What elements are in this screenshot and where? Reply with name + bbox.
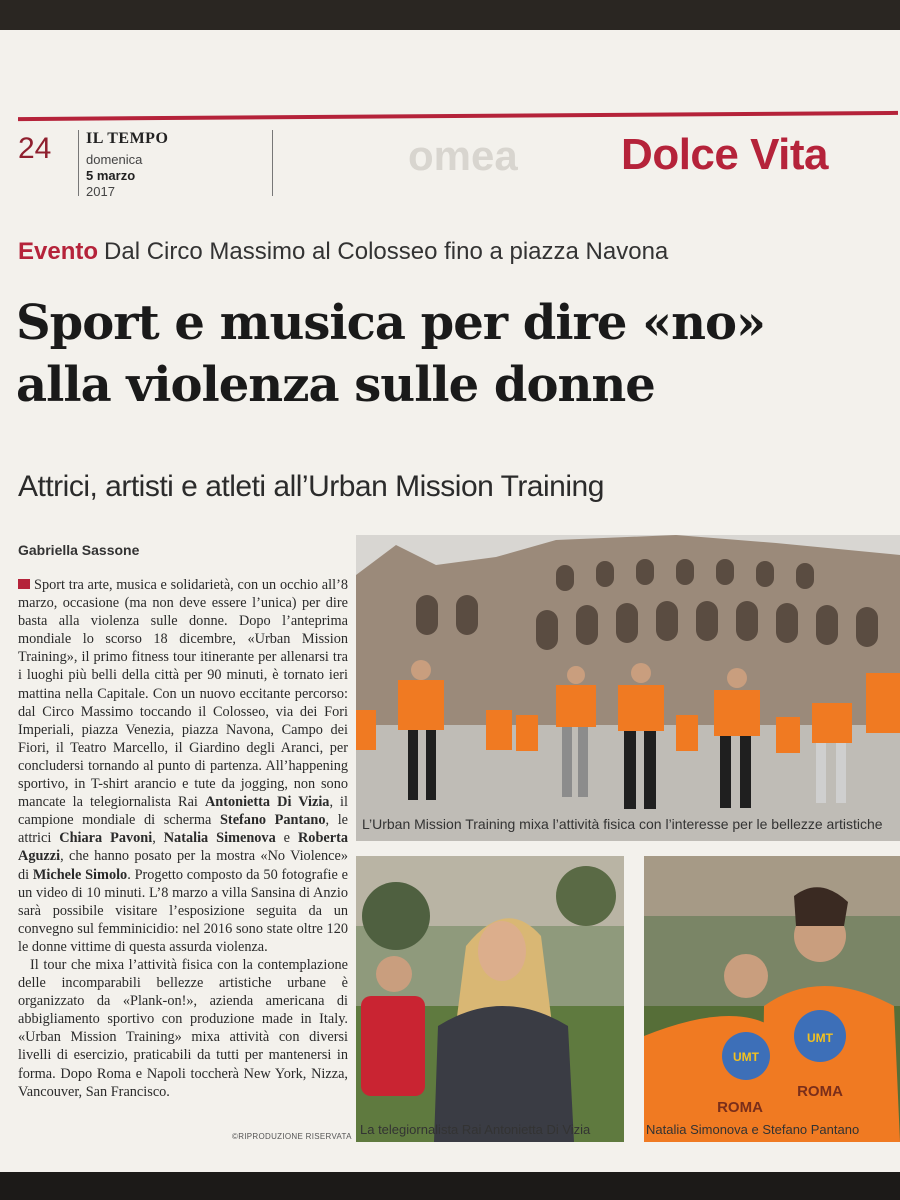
top-rule [18, 111, 898, 121]
reporter-photo-caption: La telegiornalista Rai Antonietta Di Vizia [360, 1122, 591, 1137]
headline [16, 292, 896, 416]
paragraph-marker [18, 579, 30, 589]
article-body [18, 576, 348, 1101]
shirt-logo-text: UMT [807, 1031, 833, 1045]
subheadline: Attrici, artisti e atleti all’Urban Mission Training [18, 470, 604, 503]
byline: Gabriella Sassone [18, 542, 140, 558]
colosseum-group-photo [356, 535, 900, 841]
masthead [18, 130, 898, 200]
date-day: domenica [86, 152, 143, 167]
kicker-tag: Evento [18, 238, 99, 265]
headline-line-1: Sport e musica per dire «no» [16, 295, 765, 351]
newspaper-page [0, 30, 900, 1172]
athletes-photo [644, 856, 900, 1142]
person-name: Stefano Pantano [219, 812, 326, 829]
section-title: Dolce Vita [621, 130, 828, 179]
person-name: Michele Simolo [32, 866, 128, 883]
masthead-divider [78, 130, 79, 196]
person-name: Chiara Pavoni [59, 830, 153, 847]
kicker [18, 238, 668, 266]
person-name: Antonietta Di Vizia [204, 794, 330, 811]
reporter-photo [356, 856, 624, 1142]
bleed-through-text: omea [408, 132, 518, 179]
page-number: 24 [18, 132, 52, 165]
date-day-month: 5 marzo [86, 168, 136, 183]
person-name: Natalia Simenova [163, 830, 276, 847]
athletes-photo-caption: Natalia Simonova e Stefano Pantano [646, 1122, 860, 1137]
paragraph-1: Sport tra arte, musica e solidarietà, con un occhio all’8 marzo, occasione (ma non deve essere l’unica) per dire basta alla violenza sulle donne. Dopo l’anteprima mondiale lo scorso 18 dicembre, «Urban Mission Training», il primo fitness tour itinerante per allenarsi tra i luoghi più belli della città per 90 minuti, è tornato ieri mattina nella Capitale. Con un nuovo eccitante percorso: dal Circo Massimo toccando il Colosseo, via dei Fori Imperiali, piazza Venezia, piazza Navona, Campo dei Fiori, il Teatro Marcello, il Giardino degli Aranci, per concludersi tornando al punto di partenza. All’happening sportivo, in T-shirt arancio e tute da jogging, non sono mancate la telegiornalista Rai Antonietta Di Vizia, il campione mondiale di scherma Stefano Pantano, le attrici Chiara Pavoni, Natalia Simenova e Roberta Aguzzi, che hanno posato per la mostra «No Violence» di Michele Simolo. Progetto composto da 50 fotografie e un video di 10 minuti. L’8 marzo a villa Sansina di Anzio sarà possibile visitare l’esposizione seguita da un convegno sul femminicidio: nel 2016 sono state oltre 120 le donne vittime di questa assurda violenza. [18, 577, 349, 955]
shirt-roma-text: ROMA [717, 1099, 763, 1116]
person-name: Roberta Aguzzi [18, 830, 348, 865]
background-surface [0, 1172, 900, 1200]
shirt-roma-text: ROMA [797, 1083, 843, 1100]
shirt-logo-text: UMT [733, 1050, 759, 1064]
headline-line-2: alla violenza sulle donne [16, 357, 655, 413]
main-photo-caption: L’Urban Mission Training mixa l’attività fisica con l’interesse per le bellezze artistiche [362, 816, 883, 832]
copyright-note: ©RIPRODUZIONE RISERVATA [232, 1132, 352, 1141]
date-year: 2017 [86, 184, 115, 199]
paragraph-2: Il tour che mixa l’attività fisica con la contemplazione delle incomparabili bellezze artistiche urbane è organizzato da «Plank-on!», azienda americana di abbigliamento sportivo con produzione made in Italy. «Urban Mission Training» mixa attività con diversi livelli di esercizio, praticabili da tutti per mantenersi in forma. Dopo Roma e Napoli toccherà New York, Nizza, Vancouver, San Francisco. [18, 956, 348, 1100]
kicker-text: Dal Circo Massimo al Colosseo fino a piazza Navona [104, 238, 669, 265]
newspaper-name: IL TEMPO [86, 130, 169, 147]
masthead-divider [272, 130, 273, 196]
